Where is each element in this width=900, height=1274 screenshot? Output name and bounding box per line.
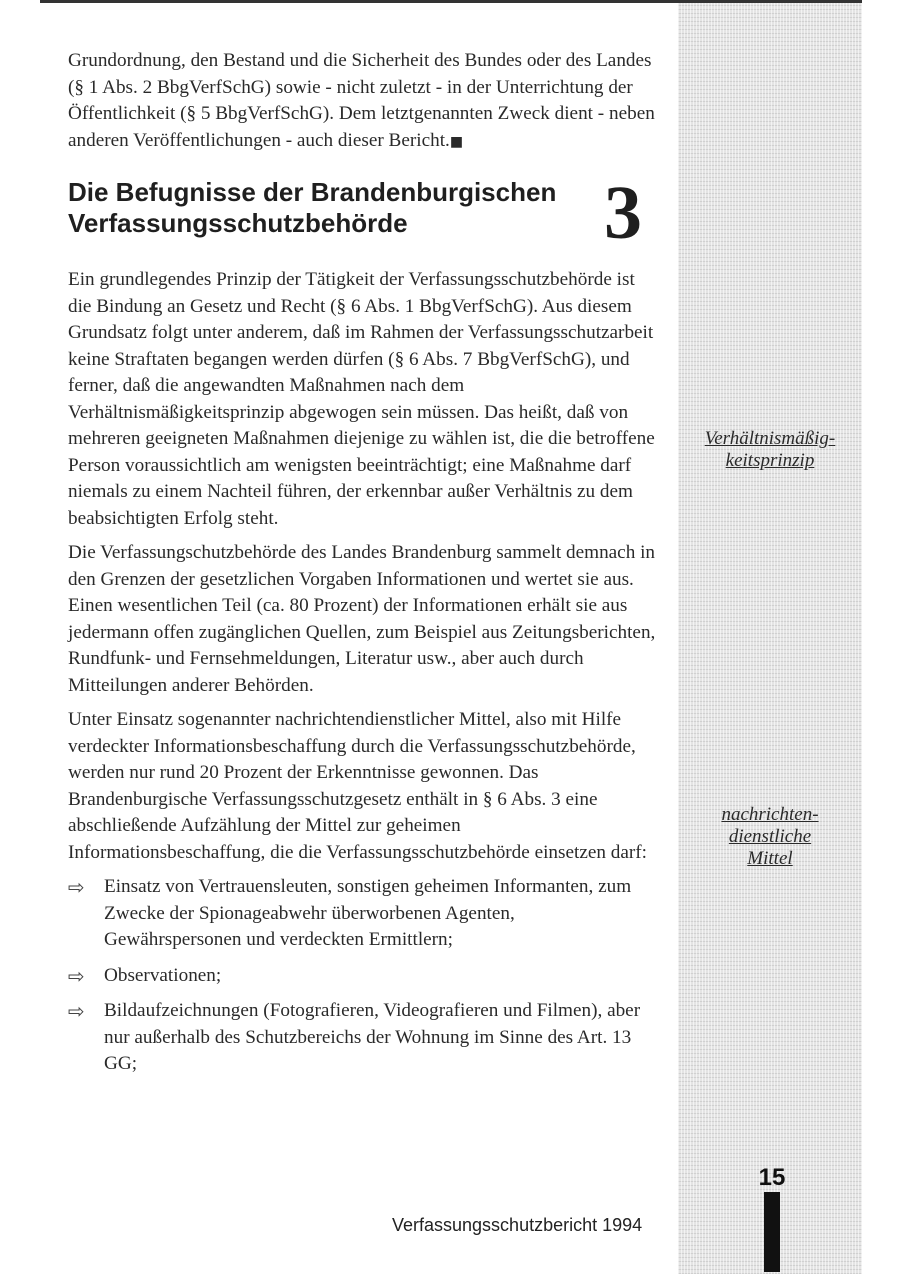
paragraph-collection: Die Verfassungschutzbehörde des Landes Brandenburg sammelt demnach in den Grenzen der gesetzlichen Vorgaben Informationen und wertet sie aus. Einen wesentlichen Teil (ca. 80 Prozent) der Informationen erhält sie aus jedermann offen zugänglichen Quellen, zum Beispiel aus Zeitungsberichten, Rundfunk- und Fernsehmeldungen, Literatur usw., aber auch durch Mitteilungen anderer Behörden. — [68, 542, 656, 696]
paragraph-covert-means: Unter Einsatz sogenannter nachrichtendienstlicher Mittel, also mit Hilfe verdeckter Informationsbeschaffung durch die Verfassungsschutzbehörde, werden nur rund 20 Prozent der Erkenntnisse gewonnen. Das Brandenburgische Verfassungsschutzgesetz enthält in § 6 Abs. 3 eine abschließende Aufzählung der Mittel zur geheimen Informationsbeschaffung, die die Verfassungsschutzbehörde einsetzen darf: — [68, 709, 647, 863]
list-item — [68, 963, 656, 990]
list-item — [68, 874, 656, 954]
list-item-text: Einsatz von Vertrauensleuten, sonstigen geheimen Informanten, zum Zwecke der Spionageabwehr überworbenen Agenten, Gewährspersonen und verdeckten Ermittlern; — [104, 876, 632, 950]
margin-note-line: keitsprinzip — [725, 450, 815, 471]
end-mark: ■ — [449, 133, 464, 150]
means-list — [68, 874, 656, 1078]
section-title-line1: Die Befugnisse der Brandenburgischen — [68, 177, 557, 207]
section-title — [68, 177, 568, 239]
list-item-text: Bildaufzeichnungen (Fotografieren, Videografieren und Filmen), aber nur außerhalb des Schutzbereichs der Wohnung im Sinne des Art. 13 GG; — [104, 1000, 641, 1074]
margin-note-intelligence-means — [678, 804, 862, 870]
arrow-right-icon: ⇨ — [68, 963, 85, 988]
section-title-line2: Verfassungsschutzbehörde — [68, 208, 408, 238]
list-item — [68, 998, 656, 1078]
page-number: 15 — [758, 1164, 786, 1191]
margin-note-proportionality — [678, 428, 862, 472]
page-marker-bar — [764, 1192, 780, 1272]
list-item-text: Observationen; — [104, 964, 222, 986]
margin-sidebar — [678, 3, 862, 1274]
paragraph-principle: Ein grundlegendes Prinzip der Tätigkeit der Verfassungsschutzbehörde ist die Bindung an Gesetz und Recht (§ 6 Abs. 1 BbgVerfSchG). Aus diesem Grundsatz folgt unter anderem, daß im Rahmen der Verfassungsschutzarbeit keine Straftaten begangen werden dürfen (§ 6 Abs. 7 BbgVerfSchG), und ferner, daß die angewandten Maßnahmen nach dem Verhältnismäßigkeitsprinzip abgewogen sein müssen. Das heißt, daß von mehreren geeigneten Maßnahmen diejenige zu wählen ist, die die betroffene Person voraussichtlich am wenigsten beeinträchtigt; eine Maßnahme darf niemals zu einem Nachteil führen, der erkennbar außer Verhältnis zu dem beabsichtigten Erfolg steht. — [68, 269, 655, 529]
arrow-right-icon: ⇨ — [68, 999, 85, 1023]
margin-note-line: nachrichten- — [721, 804, 819, 825]
section-heading — [68, 171, 656, 255]
section-number: 3 — [604, 171, 642, 255]
margin-note-line: Verhältnismäßig- — [704, 428, 836, 449]
arrow-right-icon: ⇨ — [68, 875, 85, 899]
footer-title: Verfassungsschutzbericht 1994 — [392, 1215, 643, 1235]
intro-paragraph: Grundordnung, den Bestand und die Sicherheit des Bundes oder des Landes (§ 1 Abs. 2 BbgVerfSchG) sowie - nicht zuletzt - in der Unterrichtung der Öffentlichkeit (§ 5 BbgVerfSchG). Dem letztgenannten Zweck dient - neben anderen Veröffentlichungen - auch dieser Bericht.■ — [68, 50, 655, 151]
margin-note-line: dienstliche — [728, 826, 812, 847]
margin-note-line: Mittel — [747, 848, 793, 869]
main-text-column — [68, 48, 656, 1087]
